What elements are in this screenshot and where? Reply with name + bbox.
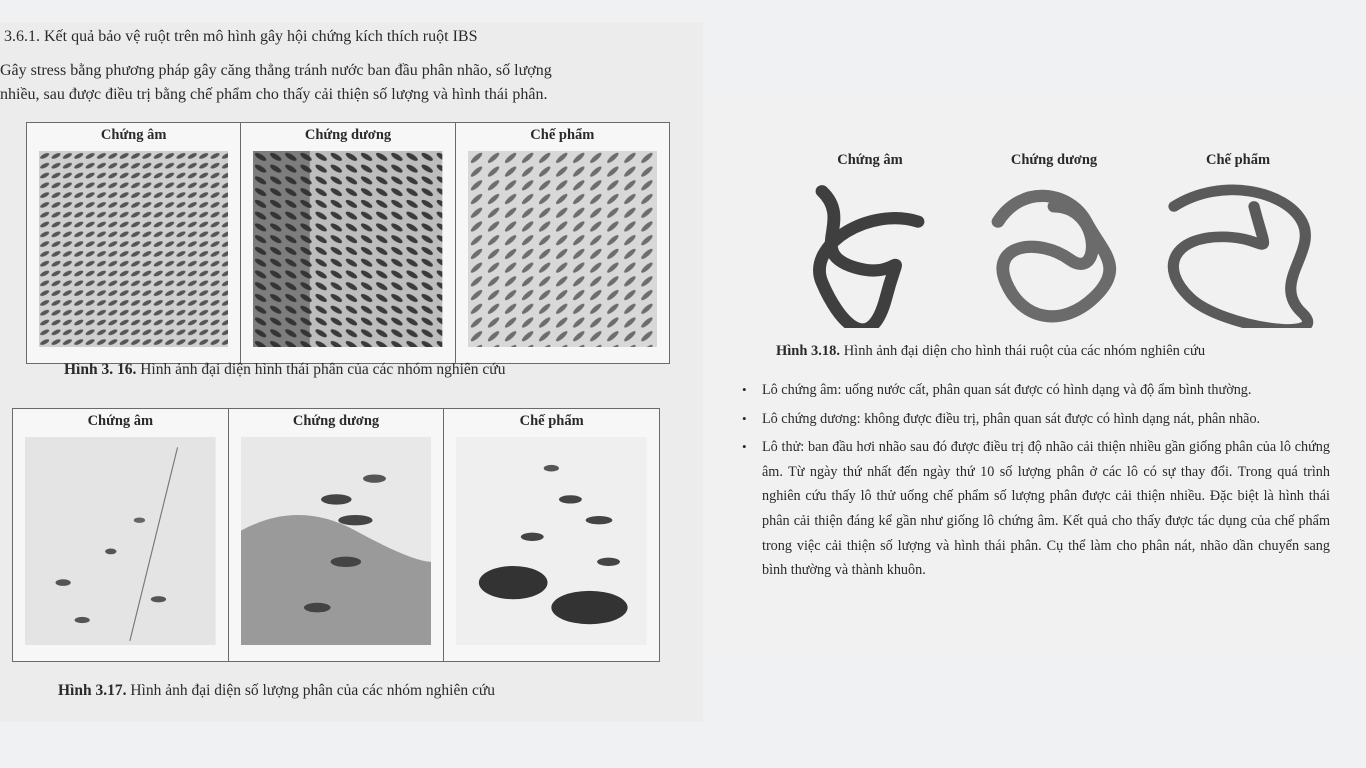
paragraph-line-2: nhiều, sau được điều trị bằng chế phẩm cho thấy cải thiện số lượng và hình thái phân.	[0, 86, 548, 103]
caption-number: Hình 3.17.	[58, 682, 127, 699]
figure-3-17-panel-positive	[229, 409, 445, 661]
figure-3-16-panel-product	[456, 123, 669, 363]
caption-text: Hình ảnh đại diện số lượng phân của các nhóm nghiên cứu	[126, 682, 495, 699]
figure-3-16-panel-negative	[27, 123, 241, 363]
bullet-negative-control: • Lô chứng âm: uống nước cất, phân quan sát được có hình dạng và độ ẩm bình thường.	[740, 378, 1330, 403]
figure-3-18-caption	[776, 343, 1205, 360]
bullet-test-group: • Lô thử: ban đầu hơi nhão sau đó được điều trị độ nhão cải thiện nhiều gần giống phân của lô chứng âm. Từ ngày thứ nhất đến ngày thứ 10 số lượng phân ở các lô có sự thay đổi. Trong quá trình nghiên cứu thấy lô thử uống chế phẩm số lượng phân được cải thiện nhiều. Đặc biệt là hình thái phân cải thiện đáng kể gần như giống lô chứng âm. Kết quả cho thấy được tác dụng của chế phẩm trong việc cải thiện số lượng và hình thái phân. Cụ thể làm cho phân nát, nhão dần chuyển sang bình thường và thành khuôn.	[740, 435, 1330, 583]
caption-text: Hình ảnh đại diện hình thái phân của các nhóm nghiên cứu	[136, 361, 506, 378]
panel-label: Chứng dương	[292, 413, 380, 429]
panel-label: Chứng âm	[837, 152, 903, 168]
feces-morphology-photo	[39, 151, 228, 347]
figure-3-17-panel-product	[444, 409, 659, 661]
intestine-photo	[790, 176, 950, 328]
figure-3-17-caption	[58, 682, 495, 700]
figure-3-18	[778, 148, 1330, 344]
panel-label: Chứng âm	[100, 127, 167, 143]
figure-3-17-panel-negative	[13, 409, 229, 661]
figure-3-16-panel-positive	[241, 123, 455, 363]
feces-morphology-photo	[253, 151, 442, 347]
figure-3-18-panel-negative	[778, 148, 962, 344]
caption-number: Hình 3.18.	[776, 343, 841, 359]
feces-count-photo	[241, 437, 432, 645]
intestine-photo	[1158, 176, 1318, 328]
feces-count-photo	[456, 437, 647, 645]
panel-label: Chế phẩm	[519, 413, 584, 429]
figure-3-18-panel-product	[1146, 148, 1330, 344]
figure-3-18-panel-positive	[962, 148, 1146, 344]
feces-morphology-photo	[468, 151, 657, 347]
paragraph-line-1: Gây stress bằng phương pháp gây căng thẳng tránh nước ban đầu phân nhão, số lượng	[0, 62, 552, 79]
bullet-positive-control: • Lô chứng dương: không được điều trị, phân quan sát được có hình dạng nát, phân nhão.	[740, 407, 1330, 432]
feces-count-photo	[25, 437, 216, 645]
section-heading: 3.6.1. Kết quả bảo vệ ruột trên mô hình gây hội chứng kích thích ruột IBS	[4, 28, 478, 45]
figure-3-16	[26, 122, 670, 364]
panel-label: Chế phẩm	[1205, 152, 1271, 168]
caption-text: Hình ảnh đại diện cho hình thái ruột của các nhóm nghiên cứu	[840, 343, 1206, 359]
figure-3-16-caption	[64, 361, 505, 379]
results-bullet-list	[740, 378, 1330, 587]
intestine-photo	[974, 176, 1134, 328]
caption-number: Hình 3. 16.	[64, 361, 137, 378]
panel-label: Chứng dương	[1010, 152, 1098, 168]
panel-label: Chứng dương	[304, 127, 392, 143]
figure-3-17	[12, 408, 660, 662]
panel-label: Chứng âm	[87, 413, 154, 429]
panel-label: Chế phẩm	[530, 127, 595, 143]
